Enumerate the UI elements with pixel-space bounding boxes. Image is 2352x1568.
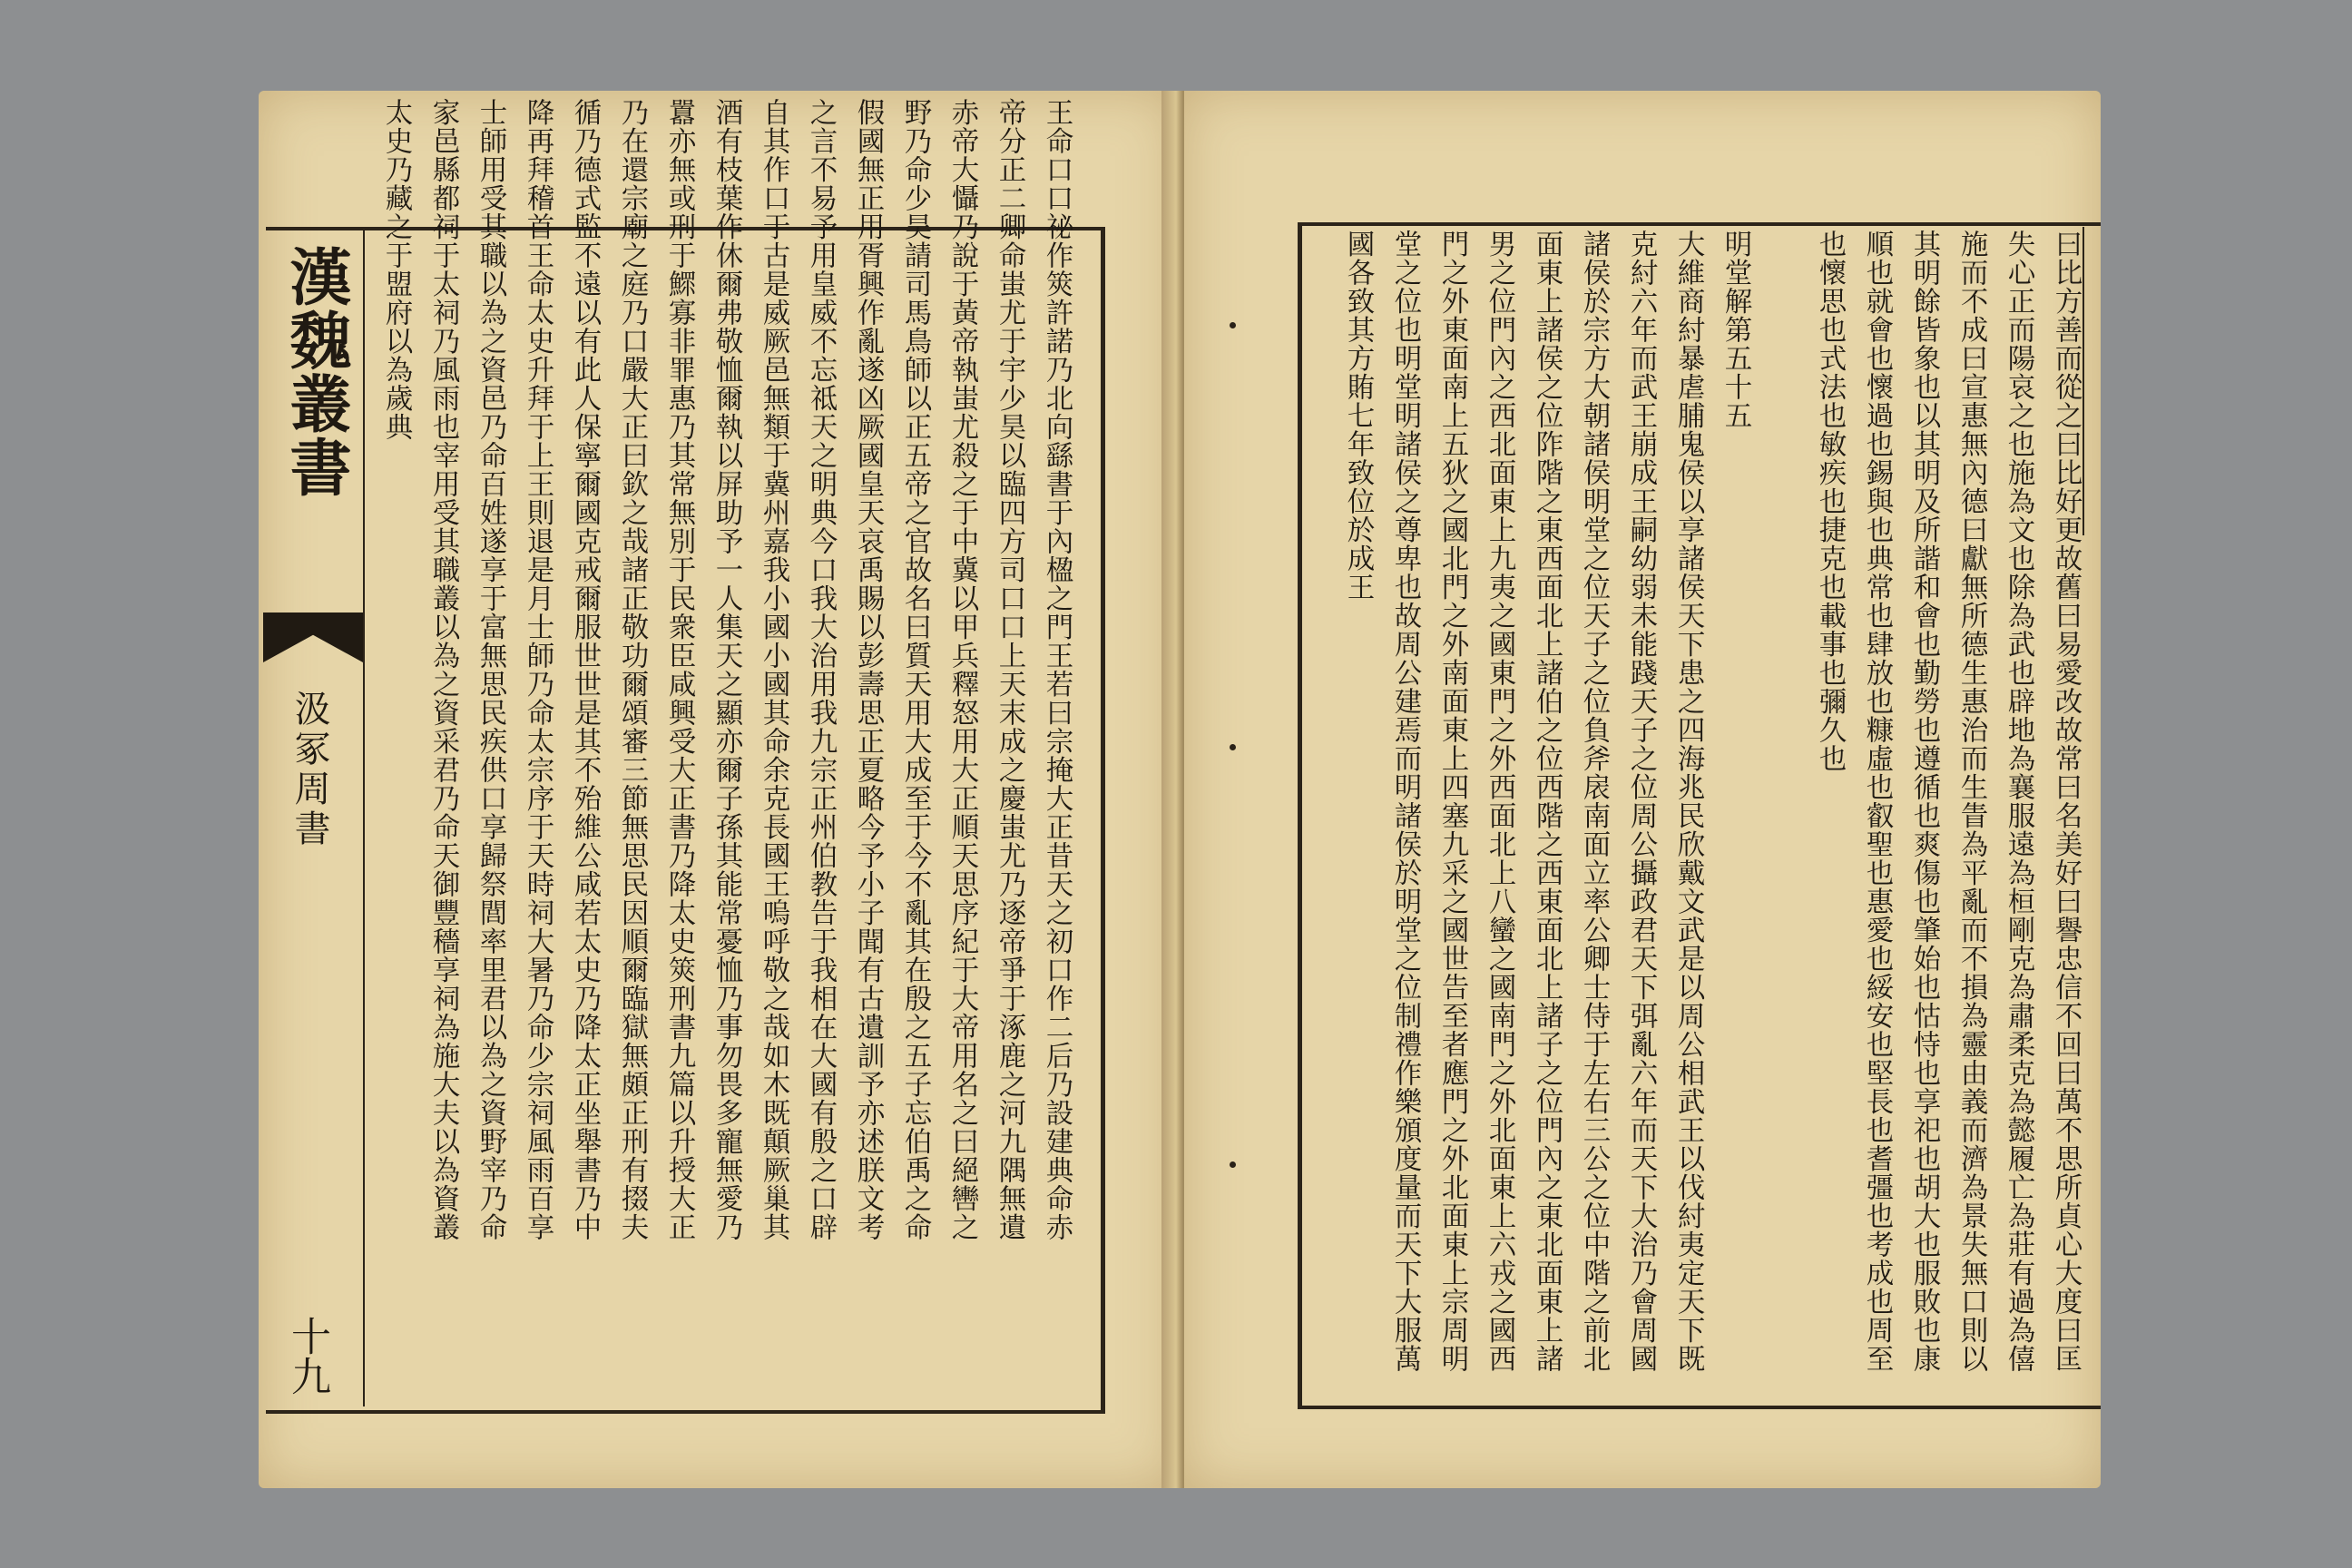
main-text: 王命口口祕作筴許諾乃北向繇書于內楹之門王若曰宗掩大正昔天之初口作二后乃設建典命赤帝分正二卿命蚩尤于宇少昊以臨四方司口口上天末成之慶蚩尤乃逐帝爭于涿鹿之河九隅無遺赤帝大懾乃說于黃帝執蚩尤殺之于中冀以甲兵釋怒用大正順天思序紀于大帝用名之曰絕轡之野乃命少昊請司馬鳥師以正五帝之官故名曰質天用大成至于今不亂其在殷之五子忘伯禹之命假國無正用胥興作亂遂凶厥國皇天哀禹賜以彭壽思正夏略今予小子聞有古遺訓予亦述朕文考之言不易予用皇威不忘祗天之明典今口我大治用我九宗正州伯教告于我相在大國有殷之口辟自其作口于古是威厥邑無類于冀州嘉我小國小國其命余克長國王嗚呼敬之哉如木既顛厥巢其酒有枝葉作休爾弗敬恤爾執以屏助予一人集天之顯亦爾子孫其能常憂恤乃事勿畏多寵無愛乃囂亦無或刑于鰥寡非罪惠乃其常無別于民衆臣咸興受大正書乃降太史筴刑書九篇以升授大正乃在還宗廟之庭乃口嚴大正曰欽之哉諸正敬功爾頌審三節無思民因順爾臨獄無頗正刑有掇夫循乃德式監不遠以有此人保寧爾國克戒爾服世世是其不殆維公咸若太史乃降太正坐舉書乃中降再拜稽首王命太史升拜于上王則退是月士師乃命太宗序于天時祠大暑乃命少宗祠風雨百享士師用受其職以為之資邑乃命百姓遂享于富無思民疾供口享歸祭閭率里君以為之資野宰乃命家邑縣都祠于太祠乃風雨也宰用受其職叢以為之資采君乃命天御豐穡享祠為施大夫以為資叢太史乃藏之于盟府以為歲典 (380, 98, 1073, 1241)
sewing-hole (1230, 744, 1236, 750)
main-text: 大維商紂暴虐脯鬼侯以享諸侯天下患之四海兆民欣戴文武是以周公相武王以伐紂夷定天下既克紂六年而武王崩成王嗣幼弱未能踐天子之位周公攝政君天下弭亂六年而天下大治乃會周國諸侯於宗方大朝諸侯明堂之位天子之位負斧扆南面立率公卿士侍于左右三公之位中階之前北面東上諸侯之位阼階之東西面北上諸伯之位西階之西東面北上諸子之位門內之東北面東上諸男之位門內之西北面東上九夷之國東門之外西面北上八蠻之國南門之外北面東上六戎之國西門之外東面南上五狄之國北門之外南面東上四塞九采之國世告至者應門之外北面東上宗周明堂之位也明堂明諸侯之尊卑也故周公建焉而明諸侯於明堂之位制禮作樂頒度量而天下大服萬國各致其方賄七年致位於成王 (1342, 230, 1704, 1373)
right-page-text (1308, 230, 2089, 1391)
right-page (1184, 91, 2101, 1488)
series-title: 漢魏叢書 (279, 245, 352, 499)
left-page-text (372, 98, 1080, 1259)
right-text-frame (1298, 222, 2096, 1402)
left-page (259, 91, 1175, 1488)
sewing-hole (1230, 322, 1236, 328)
fishtail-mark (263, 612, 363, 662)
open-book (245, 91, 2141, 1488)
sewing-hole (1230, 1161, 1236, 1168)
book-title: 汲冢周書 (289, 690, 330, 849)
center-column-banxin (263, 227, 365, 1406)
chapter-heading: 明堂解第五十五 (1720, 230, 1751, 430)
page-number: 十九 (284, 1316, 330, 1396)
main-text: 曰比方善而從之曰比好更故舊曰易愛改故常曰名美好曰譽忠信不回曰萬不思所貞心大度曰匡失心正而陽哀之也施為文也除為武也辟地為襄服遠為桓剛克為肅柔克為懿履亡為莊有過為僖施而不成曰宣惠無內德曰獻無所德生惠治而生眚為平亂而不損為靈由義而濟為景失無口則以其明餘皆象也以其明及所諧和會也勤勞也遵循也爽傷也肇始也怙恃也享祀也胡大也服敗也康順也就會也懷過也錫與也典常也肆放也糠虛也叡聖也惠愛也綏安也堅長也耆彊也考成也周至也懷思也式法也敏疾也捷克也載事也彌久也 (1814, 230, 2082, 1373)
